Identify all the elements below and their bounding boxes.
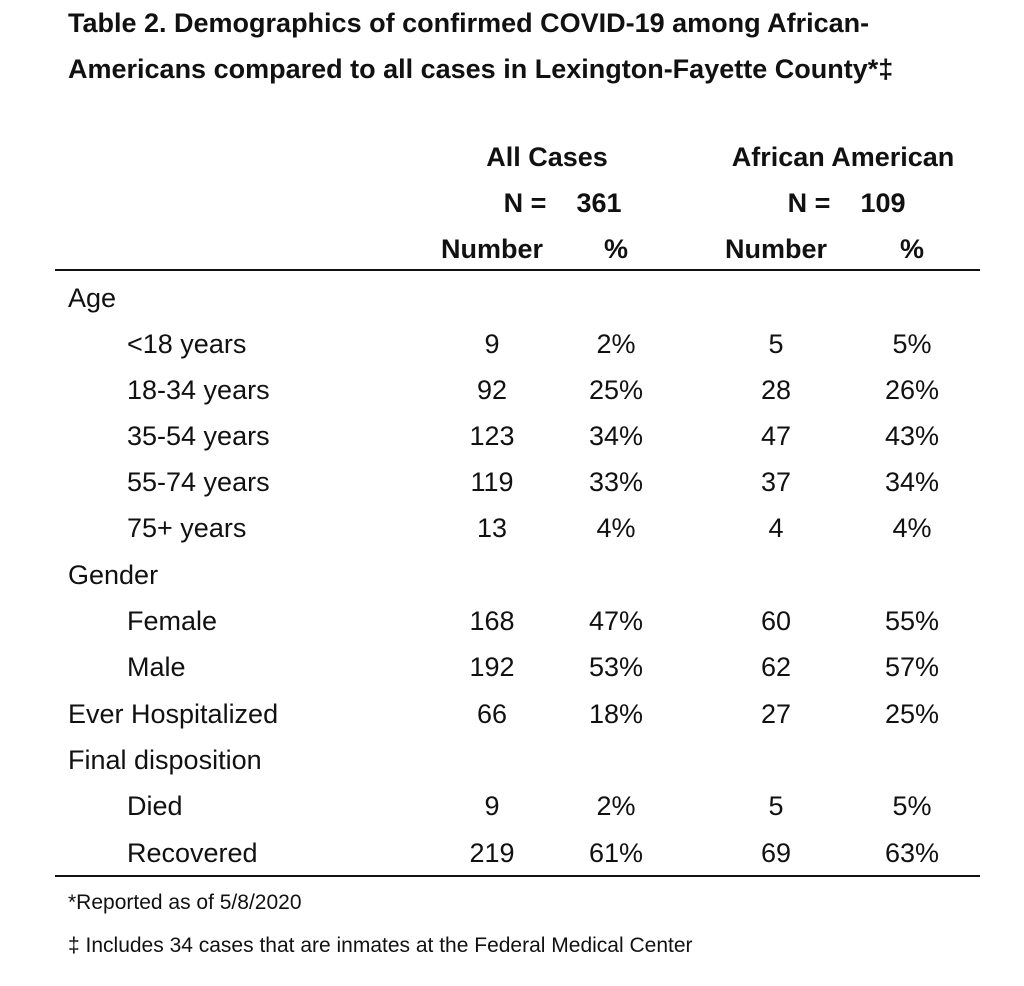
subheader-percent-african-american: % [899, 234, 925, 264]
cell-number-all: 9 [484, 791, 500, 821]
cell-number-all: 9 [484, 329, 500, 359]
cell-percent-all: 25% [588, 375, 644, 405]
cell-number-aa: 5 [768, 329, 784, 359]
cell-percent-all: 47% [588, 606, 644, 636]
cell-number-aa: 60 [760, 606, 792, 636]
cell-number-aa: 69 [760, 838, 792, 868]
cell-number-aa: 28 [760, 375, 792, 405]
section-label-final-disposition: Final disposition [68, 745, 262, 775]
cell-number-aa: 62 [760, 652, 792, 682]
row-label: 35-54 years [127, 421, 270, 451]
n-label-african-american: N = [787, 188, 831, 218]
subheader-percent-all-cases: % [603, 234, 629, 264]
header-rule [55, 269, 980, 271]
section-label-age: Age [68, 283, 117, 313]
cell-number-all: 13 [476, 513, 508, 543]
section-label-gender: Gender [68, 560, 159, 590]
cell-percent-all: 33% [588, 467, 644, 497]
row-label: Recovered [127, 838, 258, 868]
group-header-all-cases: All Cases [486, 142, 608, 172]
cell-number-aa: 5 [768, 791, 784, 821]
cell-number-aa: 27 [760, 699, 792, 729]
cell-percent-all: 2% [596, 791, 636, 821]
cell-number-all: 219 [469, 838, 515, 868]
n-label-all-cases: N = [503, 188, 547, 218]
cell-number-all: 168 [469, 606, 515, 636]
cell-percent-all: 4% [596, 513, 636, 543]
cell-percent-aa: 26% [884, 375, 940, 405]
cell-number-all: 119 [470, 467, 514, 497]
cell-number-all: 92 [476, 375, 508, 405]
table-title: Table 2. Demographics of confirmed COVID-19 among African-Americans compared to all cases in Lexington-Fayette County*‡ [68, 8, 894, 84]
cell-number-all: 66 [476, 699, 508, 729]
cell-percent-aa: 43% [884, 421, 940, 451]
group-header-african-american: African American [731, 142, 955, 172]
cell-number-all: 192 [469, 652, 515, 682]
cell-percent-all: 2% [596, 329, 636, 359]
row-label: Male [127, 652, 186, 682]
cell-percent-aa: 57% [884, 652, 940, 682]
cell-percent-all: 53% [588, 652, 644, 682]
n-value-african-american: 109 [860, 188, 906, 218]
footnote-inmates: ‡ Includes 34 cases that are inmates at the Federal Medical Center [68, 934, 693, 957]
footer-rule [55, 875, 980, 877]
cell-percent-aa: 4% [892, 513, 932, 543]
cell-number-aa: 37 [760, 467, 792, 497]
cell-percent-all: 18% [588, 699, 644, 729]
row-label: Female [127, 606, 218, 636]
footnote-reported-date: *Reported as of 5/8/2020 [68, 891, 302, 914]
row-label: Died [127, 791, 183, 821]
n-value-all-cases: 361 [576, 188, 622, 218]
cell-percent-aa: 34% [884, 467, 940, 497]
cell-percent-all: 34% [588, 421, 644, 451]
cell-percent-aa: 25% [884, 699, 940, 729]
cell-percent-all: 61% [588, 838, 644, 868]
row-label: 55-74 years [127, 467, 270, 497]
row-label: 75+ years [127, 513, 247, 543]
cell-percent-aa: 5% [892, 329, 932, 359]
cell-number-all: 123 [469, 421, 515, 451]
section-label-ever-hospitalized: Ever Hospitalized [68, 699, 279, 729]
subheader-number-african-american: Number [724, 234, 828, 264]
row-label: 18-34 years [127, 375, 270, 405]
row-label: <18 years [127, 329, 247, 359]
cell-percent-aa: 55% [884, 606, 940, 636]
cell-number-aa: 4 [768, 513, 784, 543]
cell-percent-aa: 5% [892, 791, 932, 821]
subheader-number-all-cases: Number [440, 234, 544, 264]
cell-percent-aa: 63% [884, 838, 940, 868]
cell-number-aa: 47 [760, 421, 792, 451]
